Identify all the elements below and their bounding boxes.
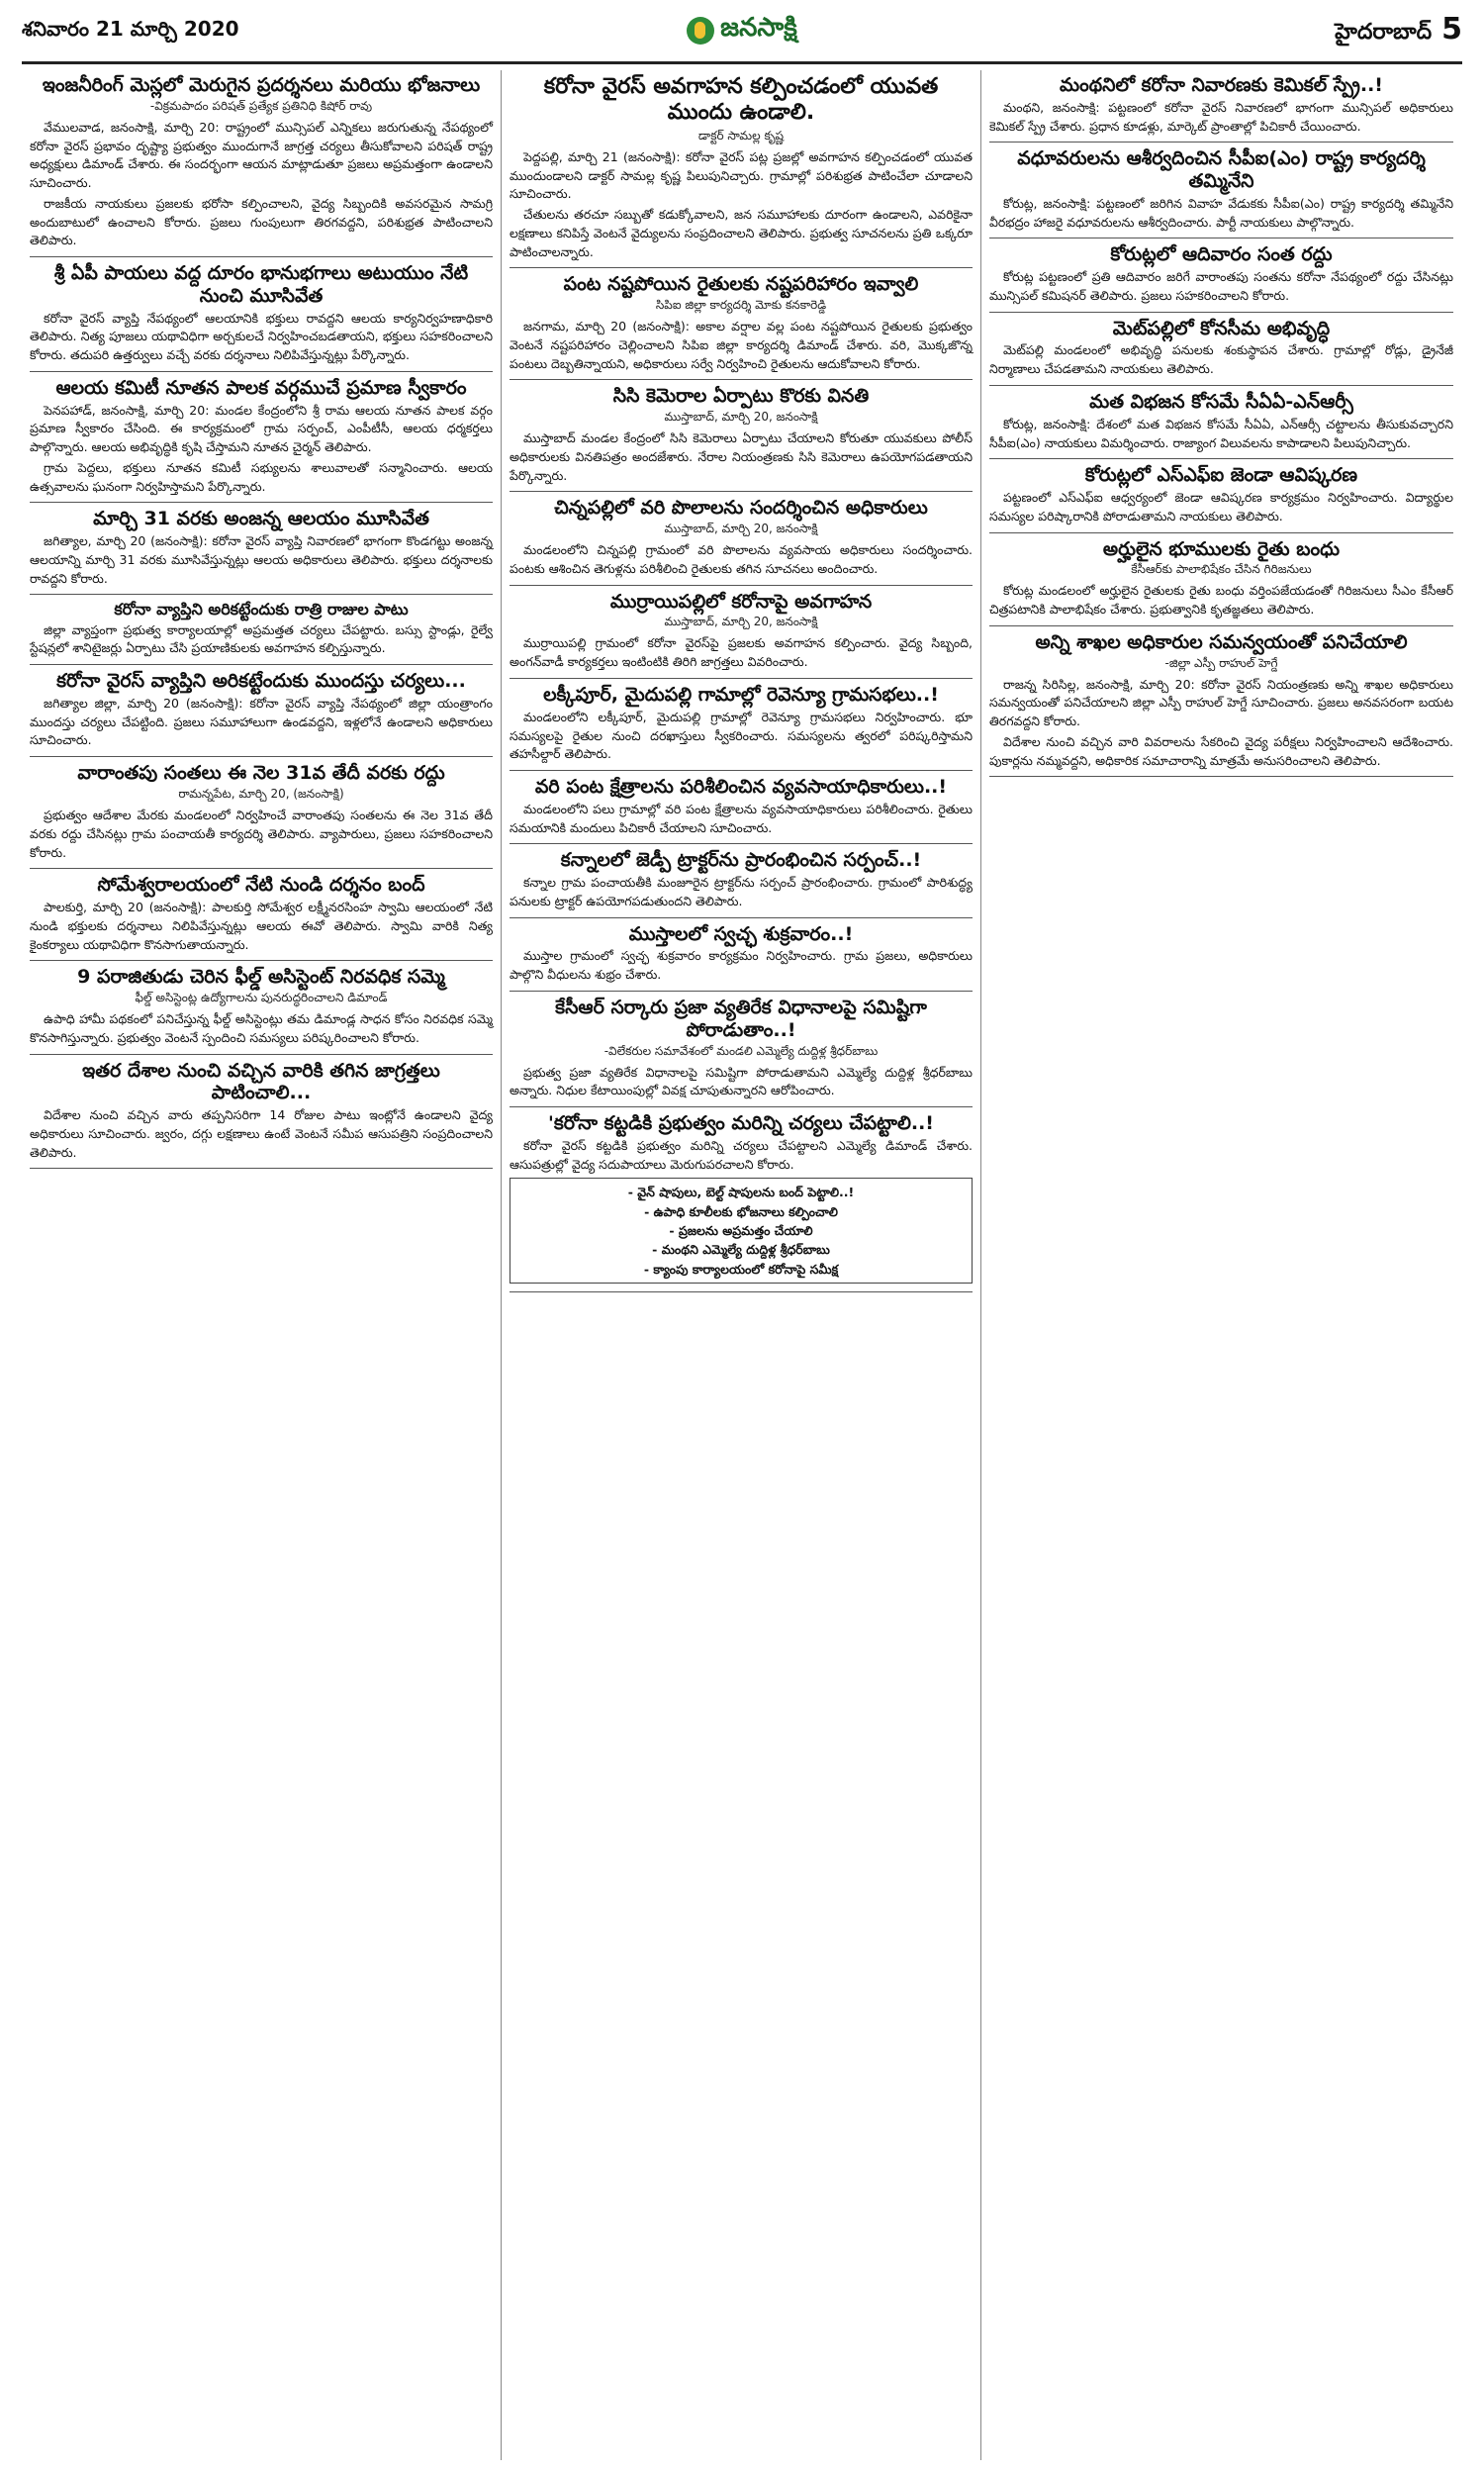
highlight-item: - ప్రజలను అప్రమత్తం చేయాలి (669, 1223, 813, 1239)
article-paragraph: పాలకుర్తి, మార్చి 20 (జనంసాక్షి): పాలకుర్తి సోమేశ్వర లక్ష్మీనరసింహ స్వామి ఆలయంలో నేటి నుండి భక్తులకు దర్శనాలు నిలిపివేస్తున్నట్లు ఆలయ ఈవో తెలిపారు. స్వామి వారికి నిత్య కైంకర్యాలు యథావిధిగా కొనసాగుతాయన్నారు. (30, 900, 493, 952)
highlight-item: - మంథని ఎమ్మెల్యే దుద్దిళ్ల శ్రీధర్‌బాబు (652, 1242, 830, 1258)
article-headline: సోమేశ్వరాలయంలో నేటి నుండి దర్శనం బంద్ (97, 874, 425, 897)
news-article (510, 684, 973, 771)
article-headline: కోరుట్లలో ఆదివారం సంత రద్దు (1110, 243, 1333, 266)
article-headline: కోరుట్లలో ఎస్ఎఫ్ఐ జెండా ఆవిష్కరణ (1084, 464, 1358, 487)
article-body (30, 402, 493, 497)
article-body (510, 801, 973, 838)
article-body (989, 99, 1453, 137)
article-headline: అర్హులైన భూములకు రైతు బంధు (1102, 537, 1341, 560)
article-paragraph: పెద్దపల్లి, మార్చి 21 (జనంసాక్షి): కరోనా వైరస్ పట్ల ప్రజల్లో అవగాహన కల్పించడంలో యువత ముందుండాలని డాక్టర్ సామల్ల కృష్ణ పిలుపునిచ్చారు. గ్రామాల్లో పరిశుభ్రత పాటించేలా చూడాలని సూచించారు. (510, 148, 973, 202)
column-3 (981, 70, 1461, 2460)
article-body (510, 1137, 973, 1175)
article-headline: కరోనా వ్యాప్తిని అరికట్టేందుకు రాత్రి రాజుల పాటు (114, 600, 409, 619)
news-article (989, 538, 1453, 626)
columns (22, 70, 1462, 2460)
highlights-box (510, 1178, 973, 1284)
news-article (30, 670, 493, 757)
news-article (30, 600, 493, 665)
article-paragraph: వేములవాడ, జనంసాక్షి, మార్చి 20: రాష్ట్రంలో మున్సిపల్ ఎన్నికలు జరుగుతున్న నేపథ్యంలో కరోనా వైరస్ ప్రభావం దృష్ట్యా ప్రభుత్వం ముందుగానే జాగ్రత్త చర్యలు తీసుకోవాలని పరిషత్ రాష్ట్ర అధ్యక్షులు డిమాండ్ చేశారు. ఈ సందర్భంగా ఆయన మాట్లాడుతూ ప్రజలు అప్రమత్తంగా ఉండాలని సూచించారు. (30, 119, 493, 191)
article-headline: ముస్తాలలో స్వచ్ఛ శుక్రవారం..! (628, 922, 854, 945)
article-headline: చిన్నపల్లిలో వరి పొలాలను సందర్శించిన అధికారులు (554, 497, 928, 520)
article-body (510, 709, 973, 764)
article-headline: మత విభజన కోసమే సీఏఏ-ఎన్ఆర్సీ (1089, 390, 1353, 413)
article-body (30, 807, 493, 862)
newspaper-logo (687, 13, 797, 48)
article-body (30, 119, 493, 250)
article-body (510, 318, 973, 373)
article-byline: ముస్తాబాద్, మార్చి 20, జనంసాక్షి (664, 410, 818, 425)
article-paragraph: ఉపాధి హామీ పథకంలో పనిచేస్తున్న ఫీల్డ్ అసిస్టెంట్లు తమ డిమాండ్ల సాధన కోసం నిరవధిక సమ్మె కొనసాగిస్తున్నారు. ప్రభుత్వం వెంటనే స్పందించి సమస్యలు పరిష్కరించాలని కోరారు. (30, 1011, 493, 1045)
news-article (989, 631, 1453, 778)
article-byline: కేసీఆర్‌కు పాలాభిషేకం చేసిన గిరిజనులు (1131, 562, 1312, 577)
article-headline: ముర్రాయిపల్లిలో కరోనాపై అవగాహన (609, 590, 873, 613)
news-article (989, 464, 1453, 532)
article-body (510, 947, 973, 985)
article-body (989, 416, 1453, 453)
article-paragraph: ముస్తాల గ్రామంలో స్వచ్ఛ శుక్రవారం కార్యక్రమం నిర్వహించారు. గ్రామ ప్రజలు, అధికారులు పాల్గొని వీధులను శుభ్రం చేశారు. (510, 948, 973, 983)
article-paragraph: కన్నాల గ్రామ పంచాయతీకి మంజూరైన ట్రాక్టర్‌ను సర్పంచ్ ప్రారంభించారు. గ్రామంలో పారిశుద్ధ్య పనులకు ట్రాక్టర్ ఉపయోగపడుతుందని తెలిపారు. (510, 875, 973, 908)
news-article (510, 74, 973, 268)
column-2 (502, 70, 981, 2460)
article-paragraph: జనగామ, మార్చి 20 (జనంసాక్షి): అకాల వర్షాల వల్ల పంట నష్టపోయిన రైతులకు ప్రభుత్వం వెంటనే నష్టపరిహారం చెల్లించాలని సిపిఐ జిల్లా కార్యదర్శి డిమాండ్ చేశారు. వరి, మొక్కజొన్న పంటలు దెబ్బతిన్నాయని, అధికారులు సర్వే నిర్వహించి రైతులను ఆదుకోవాలని కోరారు. (510, 319, 973, 371)
article-paragraph: జగిత్యాల, మార్చి 20 (జనంసాక్షి): కరోనా వైరస్ వ్యాప్తి నివారణలో భాగంగా కొండగట్టు అంజన్న ఆలయాన్ని మార్చి 31 వరకు మూసివేస్తున్నట్లు ఆలయ అధికారులు తెలిపారు. భక్తులు దర్శనాలకు రావద్దని కోరారు. (30, 533, 493, 586)
article-body (989, 268, 1453, 306)
news-article (30, 966, 493, 1054)
article-body (30, 310, 493, 365)
article-paragraph: గ్రామ పెద్దలు, భక్తులు నూతన కమిటీ సభ్యులను శాలువాలతో సన్మానించారు. ఆలయ ఉత్సవాలను ఘనంగా నిర్వహిస్తామని పేర్కొన్నారు. (30, 459, 493, 494)
article-byline: ఫీల్డ్ అసిస్టెంట్ల ఉద్యోగాలను పునరుద్ధరించాలని డిమాండ్ (135, 991, 388, 1005)
article-body (30, 899, 493, 954)
article-body (30, 695, 493, 750)
article-paragraph: చేతులను తరచూ సబ్బుతో కడుక్కోవాలని, జన సమూహాలకు దూరంగా ఉండాలని, ఎవరికైనా లక్షణాలు కనిపిస్తే వెంటనే వైద్యులను సంప్రదించాలని తెలిపారు. ప్రభుత్వ సూచనలను ప్రతి ఒక్కరూ పాటించాలన్నారు. (510, 207, 973, 259)
highlight-item: - ఉపాధి కూలీలకు భోజనాలు కల్పించాలి (644, 1203, 838, 1219)
article-headline: మంథనిలో కరోనా నివారణకు కెమికల్ స్ప్రే..! (1060, 74, 1383, 96)
news-article (989, 318, 1453, 386)
masthead (22, 0, 1462, 64)
article-headline: కరోనా వైరస్ అవగాహన కల్పించడంలో యువత ముందు ఉండాలి. (543, 74, 939, 126)
article-paragraph: విదేశాల నుంచి వచ్చిన వారు తప్పనిసరిగా 14 రోజుల పాటు ఇంట్లోనే ఉండాలని వైద్య అధికారులు సూచించారు. జ్వరం, దగ్గు లక్షణాలు ఉంటే వెంటనే సమీప ఆసుపత్రిని సంప్రదించాలని తెలిపారు. (30, 1107, 493, 1160)
article-headline: 'కరోనా కట్టడికి ప్రభుత్వం మరిన్ని చర్యలు చేపట్టాలి..! (548, 1112, 934, 1134)
article-paragraph: మెట్‌పల్లి మండలంలో అభివృద్ధి పనులకు శంకుస్థాపన చేశారు. గ్రామాల్లో రోడ్లు, డ్రైనేజీ నిర్మాణాలు చేపడతామని నాయకులు తెలిపారు. (989, 342, 1453, 377)
article-headline: ఇతర దేశాల నుంచి వచ్చిన వారికి తగిన జాగ్రత్తలు పాటించాలి... (82, 1059, 440, 1104)
article-body (510, 1064, 973, 1101)
article-paragraph: పెనపహాడ్, జనంసాక్షి, మార్చి 20: మండల కేంద్రంలోని శ్రీ రామ ఆలయ నూతన పాలక వర్గం ప్రమాణ స్వీకారం చేసింది. ఈ కార్యక్రమంలో గ్రామ సర్పంచ్, ఎంపీటీసీ, ఆలయ ధర్మకర్తలు పాల్గొన్నారు. ఆలయ అభివృద్ధికి కృషి చేస్తామని నూతన చైర్మన్ తెలిపారు. (30, 402, 493, 455)
article-body (989, 582, 1453, 619)
article-body (989, 489, 1453, 526)
news-article (989, 74, 1453, 143)
news-article (30, 377, 493, 504)
article-paragraph: కోరుట్ల పట్టణంలో ప్రతి ఆదివారం జరిగే వారాంతపు సంతను కరోనా నేపథ్యంలో రద్దు చేసినట్లు మున్సిపల్ కమిషనర్ తెలిపారు. ప్రజలు సహకరించాలని కోరారు. (989, 269, 1453, 303)
article-headline: ఆలయ కమిటీ నూతన పాలక వర్గముచే ప్రమాణ స్వీకారం (55, 376, 467, 399)
article-paragraph: ప్రభుత్వం ఆదేశాల మేరకు మండలంలో నిర్వహించే వారాంతపు సంతలను ఈ నెల 31వ తేదీ వరకు రద్దు చేసినట్లు గ్రామ పంచాయతీ కార్యదర్శి తెలిపారు. వ్యాపారులు, ప్రజలు సహకరించాలని కోరారు. (30, 808, 493, 860)
news-article (30, 874, 493, 961)
news-article (510, 923, 973, 992)
article-headline: పంట నష్టపోయిన రైతులకు నష్టపరిహారం ఇవ్వాలి (563, 273, 919, 296)
article-body (510, 541, 973, 579)
news-article (510, 591, 973, 679)
article-paragraph: మండలంలోని చిన్నపల్లి గ్రామంలో వరి పొలాలను వ్యవసాయ అధికారులు సందర్శించారు. పంటకు ఆశించిన తెగుళ్లను పరిశీలించి రైతులకు తగిన సూచనలు అందించారు. (510, 542, 973, 576)
article-headline: కేసీఆర్ సర్కారు ప్రజా వ్యతిరేక విధానాలపై సమిష్టిగా పోరాడుతాం..! (555, 996, 927, 1041)
news-article (30, 508, 493, 595)
article-headline: వధూవరులను ఆశీర్వదించిన సీపీఐ(ఎం) రాష్ట్ర కార్యదర్శి తమ్మినేని (1017, 147, 1426, 193)
article-headline: మెట్‌పల్లిలో కోనసీమ అభివృద్ధి (1112, 317, 1331, 339)
issue-date: శనివారం 21 మార్చి 2020 (22, 16, 239, 41)
news-article (30, 1060, 493, 1170)
article-paragraph: పట్టణంలో ఎస్ఎఫ్ఐ ఆధ్వర్యంలో జెండా ఆవిష్కరణ కార్యక్రమం నిర్వహించారు. విద్యార్థుల సమస్యల పరిష్కారానికి పోరాడుతామని నాయకులు తెలిపారు. (989, 490, 1453, 524)
article-paragraph: కరోనా వైరస్ కట్టడికి ప్రభుత్వం మరిన్ని చర్యలు చేపట్టాలని ఎమ్మెల్యే డిమాండ్ చేశారు. ఆసుపత్రుల్లో వైద్య సదుపాయాలు మెరుగుపరచాలని కోరారు. (510, 1137, 973, 1172)
edition-city: హైదరాబాద్ (1335, 20, 1433, 45)
article-body (510, 634, 973, 672)
article-body (30, 621, 493, 659)
article-paragraph: రాజన్న సిరిసిల్ల, జనంసాక్షి, మార్చి 20: కరోనా వైరస్ నియంత్రణకు అన్ని శాఖల అధికారులు సమన్వయంతో పనిచేయాలని జిల్లా ఎస్పీ రాహుల్ హెగ్డే సూచించారు. ప్రజలు అనవసరంగా బయట తిరగవద్దని కోరారు. (989, 676, 1453, 729)
news-article (510, 273, 973, 380)
article-byline: ముస్తాబాద్, మార్చి 20, జనంసాక్షి (664, 522, 818, 536)
article-paragraph: విదేశాల నుంచి వచ్చిన వారి వివరాలను సేకరించి వైద్య పరీక్షలు నిర్వహించాలని ఆదేశించారు. పుకార్లను నమ్మవద్దని, అధికారిక సమాచారాన్ని మాత్రమే అనుసరించాలని తెలిపారు. (989, 733, 1453, 768)
article-paragraph: మంథని, జనంసాక్షి: పట్టణంలో కరోనా వైరస్ నివారణలో భాగంగా మున్సిపల్ అధికారులు కెమికల్ స్ప్రే చేశారు. ప్రధాన కూడళ్లు, మార్కెట్ ప్రాంతాల్లో పిచికారీ చేయించారు. (989, 99, 1453, 134)
article-byline: సిపిఐ జిల్లా కార్యదర్శి మోకు కనకారెడ్డి (655, 298, 827, 313)
article-body (510, 429, 973, 485)
article-headline: 9 పరాజితుడు చెరిన ఫీల్డ్ అసిస్టెంట్ నిరవధిక సమ్మె (77, 966, 445, 989)
news-article (989, 243, 1453, 312)
article-paragraph: మండలంలోని లక్కీపూర్, మైదుపల్లి గ్రామాల్లో రెవెన్యూ గ్రామసభలు నిర్వహించారు. భూ సమస్యలపై రైతుల నుంచి దరఖాస్తులు స్వీకరించారు. సమస్యలను త్వరలో పరిష్కరిస్తామని తహసీల్దార్ తెలిపారు. (510, 709, 973, 762)
news-article (30, 262, 493, 372)
article-paragraph: ముస్తాబాద్ మండల కేంద్రంలో సిసి కెమెరాలు ఏర్పాటు చేయాలని కోరుతూ యువకులు పోలీస్ అధికారులకు వినతిపత్రం అందజేశారు. నేరాల నియంత్రణకు సిసి కెమెరాలు ఉపయోగపడతాయని పేర్కొన్నారు. (510, 430, 973, 483)
news-article (510, 1112, 973, 1292)
article-body (30, 532, 493, 588)
article-paragraph: ముర్రాయిపల్లి గ్రామంలో కరోనా వైరస్‌పై ప్రజలకు అవగాహన కల్పించారు. వైద్య సిబ్బంది, అంగన్‌వాడీ కార్యకర్తలు ఇంటింటికి తిరిగి జాగ్రత్తలు వివరించారు. (510, 635, 973, 670)
article-body (989, 341, 1453, 379)
article-headline: మార్చి 31 వరకు అంజన్న ఆలయం మూసివేత (93, 508, 429, 530)
article-headline: వారాంతపు సంతలు ఈ నెల 31వ తేదీ వరకు రద్దు (77, 762, 445, 785)
logo-icon (687, 17, 714, 45)
news-article (510, 997, 973, 1107)
article-body (510, 874, 973, 911)
article-headline: సిసి కెమెరాల ఏర్పాటు కొరకు వినతి (612, 385, 870, 408)
article-paragraph: కోరుట్ల, జనంసాక్షి: పట్టణంలో జరిగిన వివాహ వేడుకకు సీపీఐ(ఎం) రాష్ట్ర కార్యదర్శి తమ్మినేని వీరభద్రం హాజరై వధూవరులను ఆశీర్వదించారు. పార్టీ నాయకులు పాల్గొన్నారు. (989, 195, 1453, 230)
news-article (510, 849, 973, 917)
article-paragraph: మండలంలోని పలు గ్రామాల్లో వరి పంట క్షేత్రాలను వ్యవసాయాధికారులు పరిశీలించారు. రైతులు సమయానికి మందులు పిచికారీ చేయాలని సూచించారు. (510, 801, 973, 835)
highlight-item: - వైన్ షాపులు, బెల్ట్ షాపులను బంద్ పెట్టాలి..! (627, 1185, 855, 1200)
article-paragraph: ప్రభుత్వ ప్రజా వ్యతిరేక విధానాలపై సమిష్టిగా పోరాడుతామని ఎమ్మెల్యే దుద్దిళ్ల శ్రీధర్‌బాబు అన్నారు. నిధుల కేటాయింపుల్లో వివక్ష చూపుతున్నారని ఆరోపించారు. (510, 1064, 973, 1098)
article-headline: వరి పంట క్షేత్రాలను పరిశీలించిన వ్యవసాయాధికారులు..! (534, 776, 948, 799)
news-article (510, 385, 973, 492)
article-headline: కన్నాలలో జెడ్పీ ట్రాక్టర్‌ను ప్రారంభించిన సర్పంచ్..! (560, 849, 922, 872)
article-headline: శ్రీ ఏపీ పాయలు వద్ద దూరం భానుభగాలు అటుయుం నేటి నుంచి మూసివేత (53, 262, 469, 307)
news-article (510, 497, 973, 585)
article-headline: అన్ని శాఖల అధికారుల సమన్వయంతో పనిచేయాలి (1035, 630, 1408, 653)
article-byline: -జిల్లా ఎస్పీ రాహుల్ హెగ్డే (1164, 655, 1278, 670)
article-headline: ఇంజనీరింగ్ మెస్లలో మెరుగైన ప్రదర్శనలు మరియు భోజనాలు (42, 74, 481, 96)
article-byline: -విలేకరుల సమావేశంలో మండలి ఎమ్మెల్యే దుద్దిళ్ల శ్రీధర్‌బాబు (603, 1043, 879, 1058)
article-paragraph: జగిత్యాల జిల్లా, మార్చి 20 (జనంసాక్షి): కరోనా వైరస్ వ్యాప్తి నేపథ్యంలో జిల్లా యంత్రాంగం ముందస్తు చర్యలు చేపట్టింది. ప్రజలు సమూహాలుగా ఉండవద్దని, ఇళ్లలోనే ఉండాలని అధికారులు సూచించారు. (30, 695, 493, 748)
article-byline: రామన్నపేట, మార్చి 20, (జనంసాక్షి) (178, 787, 344, 802)
article-paragraph: కోరుట్ల, జనంసాక్షి: దేశంలో మత విభజన కోసమే సీఏఏ, ఎన్ఆర్సీ చట్టాలను తీసుకువచ్చారని సీపీఐ(ఎం) నాయకులు విమర్శించారు. రాజ్యాంగ విలువలను కాపాడాలని పిలుపునిచ్చారు. (989, 416, 1453, 450)
article-body (30, 1010, 493, 1048)
news-article (30, 762, 493, 869)
article-paragraph: కరోనా వైరస్ వ్యాప్తి నేపథ్యంలో ఆలయానికి భక్తులు రావద్దని ఆలయ కార్యనిర్వహణాధికారి తెలిపారు. నిత్య పూజలు యథావిధిగా అర్చకులచే నిర్వహించబడతాయని, భక్తులు సహకరించాలని కోరారు. తదుపరి ఉత్తర్వులు వచ్చే వరకు దర్శనాలు నిలిపివేస్తున్నట్లు పేర్కొన్నారు. (30, 310, 493, 363)
news-article (510, 776, 973, 844)
edition-info (1047, 12, 1462, 49)
article-headline: లక్కీపూర్, మైదుపల్లి గామాల్లో రెవెన్యూ గ్రామసభలు..! (543, 683, 939, 706)
article-paragraph: జిల్లా వ్యాప్తంగా ప్రభుత్వ కార్యాలయాల్లో అప్రమత్తత చర్యలు చేపట్టారు. బస్సు స్టాండ్లు, రైల్వే స్టేషన్లలో శానిటైజర్లు ఏర్పాటు చేసి ప్రయాణికులకు అవగాహన కల్పిస్తున్నారు. (30, 621, 493, 656)
article-body (989, 676, 1453, 771)
article-body (30, 1106, 493, 1162)
article-byline: ముస్తాబాద్, మార్చి 20, జనంసాక్షి (664, 615, 818, 629)
column-1 (22, 70, 502, 2460)
news-article (989, 147, 1453, 238)
article-headline: కరోనా వైరస్ వ్యాప్తిని అరికట్టేందుకు ముందస్తు చర్యలు... (56, 670, 466, 693)
news-article (30, 74, 493, 257)
news-article (989, 391, 1453, 459)
article-byline: డాక్టర్ సామల్ల కృష్ణ (697, 128, 785, 143)
page-number: 5 (1441, 12, 1462, 47)
article-byline: -విక్రమపాదం పరిషత్ ప్రత్యేక ప్రతినిధి కిషోర్ రావు (149, 98, 373, 113)
article-paragraph: కోరుట్ల మండలంలో అర్హులైన రైతులకు రైతు బంధు వర్తింపజేయడంతో గిరిజనులు సీఎం కేసీఆర్ చిత్రపటానికి పాలాభిషేకం చేశారు. ప్రభుత్వానికి కృతజ్ఞతలు తెలిపారు. (989, 583, 1453, 618)
logo-text: జనసాక్షి (720, 13, 797, 43)
article-body (510, 148, 973, 262)
article-paragraph: రాజకీయ నాయకులు ప్రజలకు భరోసా కల్పించాలని, వైద్య సిబ్బందికి అవసరమైన సామగ్రి అందుబాటులో ఉంచాలని కోరారు. ప్రజలు గుంపులుగా తిరగవద్దని, పరిశుభ్రత పాటించాలని తెలిపారు. (30, 195, 493, 248)
highlight-item: - క్యాంపు కార్యాలయంలో కరోనాపై సమీక్ష (643, 1261, 839, 1277)
article-body (989, 195, 1453, 233)
